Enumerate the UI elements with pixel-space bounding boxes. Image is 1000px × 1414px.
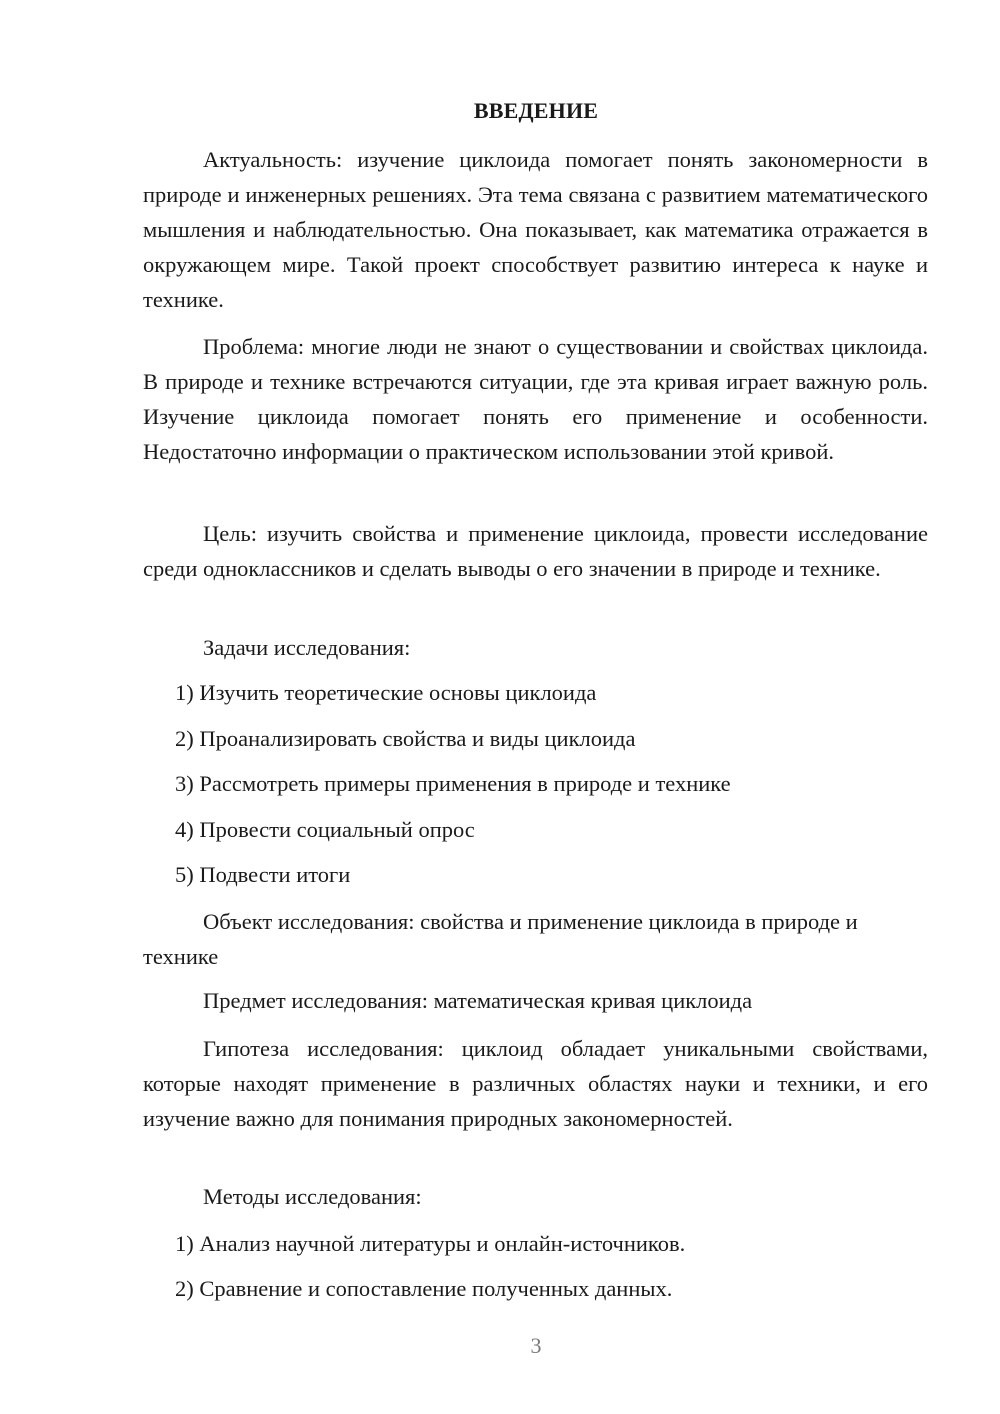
relevance-paragraph: Актуальность: изучение циклоида помогает понять закономерности в природе и инженерных решениях. Эта тема связана с развитием математического мышления и наблюдательностью. Она показывает, как математика отражается в окружающем мире. Такой проект способствует развитию интереса к науке и технике. (143, 147, 928, 312)
hypothesis-block (143, 1031, 928, 1136)
method-item-2: 2) Сравнение и сопоставление полученных данных. (175, 1276, 673, 1301)
task-item-2: 2) Проанализировать свойства и виды циклоида (175, 726, 636, 751)
object-paragraph: Объект исследования: свойства и применение циклоида в природе и технике (143, 909, 858, 969)
object-block (143, 904, 928, 974)
relevance-block (143, 142, 928, 317)
task-item-5: 5) Подвести итоги (175, 862, 351, 887)
goal-paragraph: Цель: изучить свойства и применение циклоида, провести исследование среди одноклассников и сделать выводы о его значении в природе и технике. (143, 521, 928, 581)
subject-line: Предмет исследования: математическая кривая циклоида (203, 988, 753, 1013)
page-title-text: ВВЕДЕНИЕ (473, 98, 599, 123)
problem-paragraph: Проблема: многие люди не знают о существовании и свойствах циклоида. В природе и технике встречаются ситуации, где эта кривая играет важную роль. Изучение циклоида помогает понять его применение и особенности. Недостаточно информации о практическом использовании этой кривой. (143, 334, 928, 464)
method-item-1: 1) Анализ научной литературы и онлайн-источников. (175, 1231, 686, 1256)
tasks-heading: Задачи исследования: (203, 635, 411, 660)
task-item-1: 1) Изучить теоретические основы циклоида (175, 680, 597, 705)
task-item-4: 4) Провести социальный опрос (175, 817, 475, 842)
hypothesis-paragraph: Гипотеза исследования: циклоид обладает уникальными свойствами, которые находят применение в различных областях науки и техники, и его изучение важно для понимания природных закономерностей. (143, 1036, 928, 1131)
methods-heading: Методы исследования: (203, 1184, 422, 1209)
page-number: 3 (530, 1333, 542, 1358)
page-title (0, 96, 1000, 126)
problem-block (143, 329, 928, 469)
goal-block (143, 516, 928, 586)
task-item-3: 3) Рассмотреть примеры применения в природе и технике (175, 771, 731, 796)
